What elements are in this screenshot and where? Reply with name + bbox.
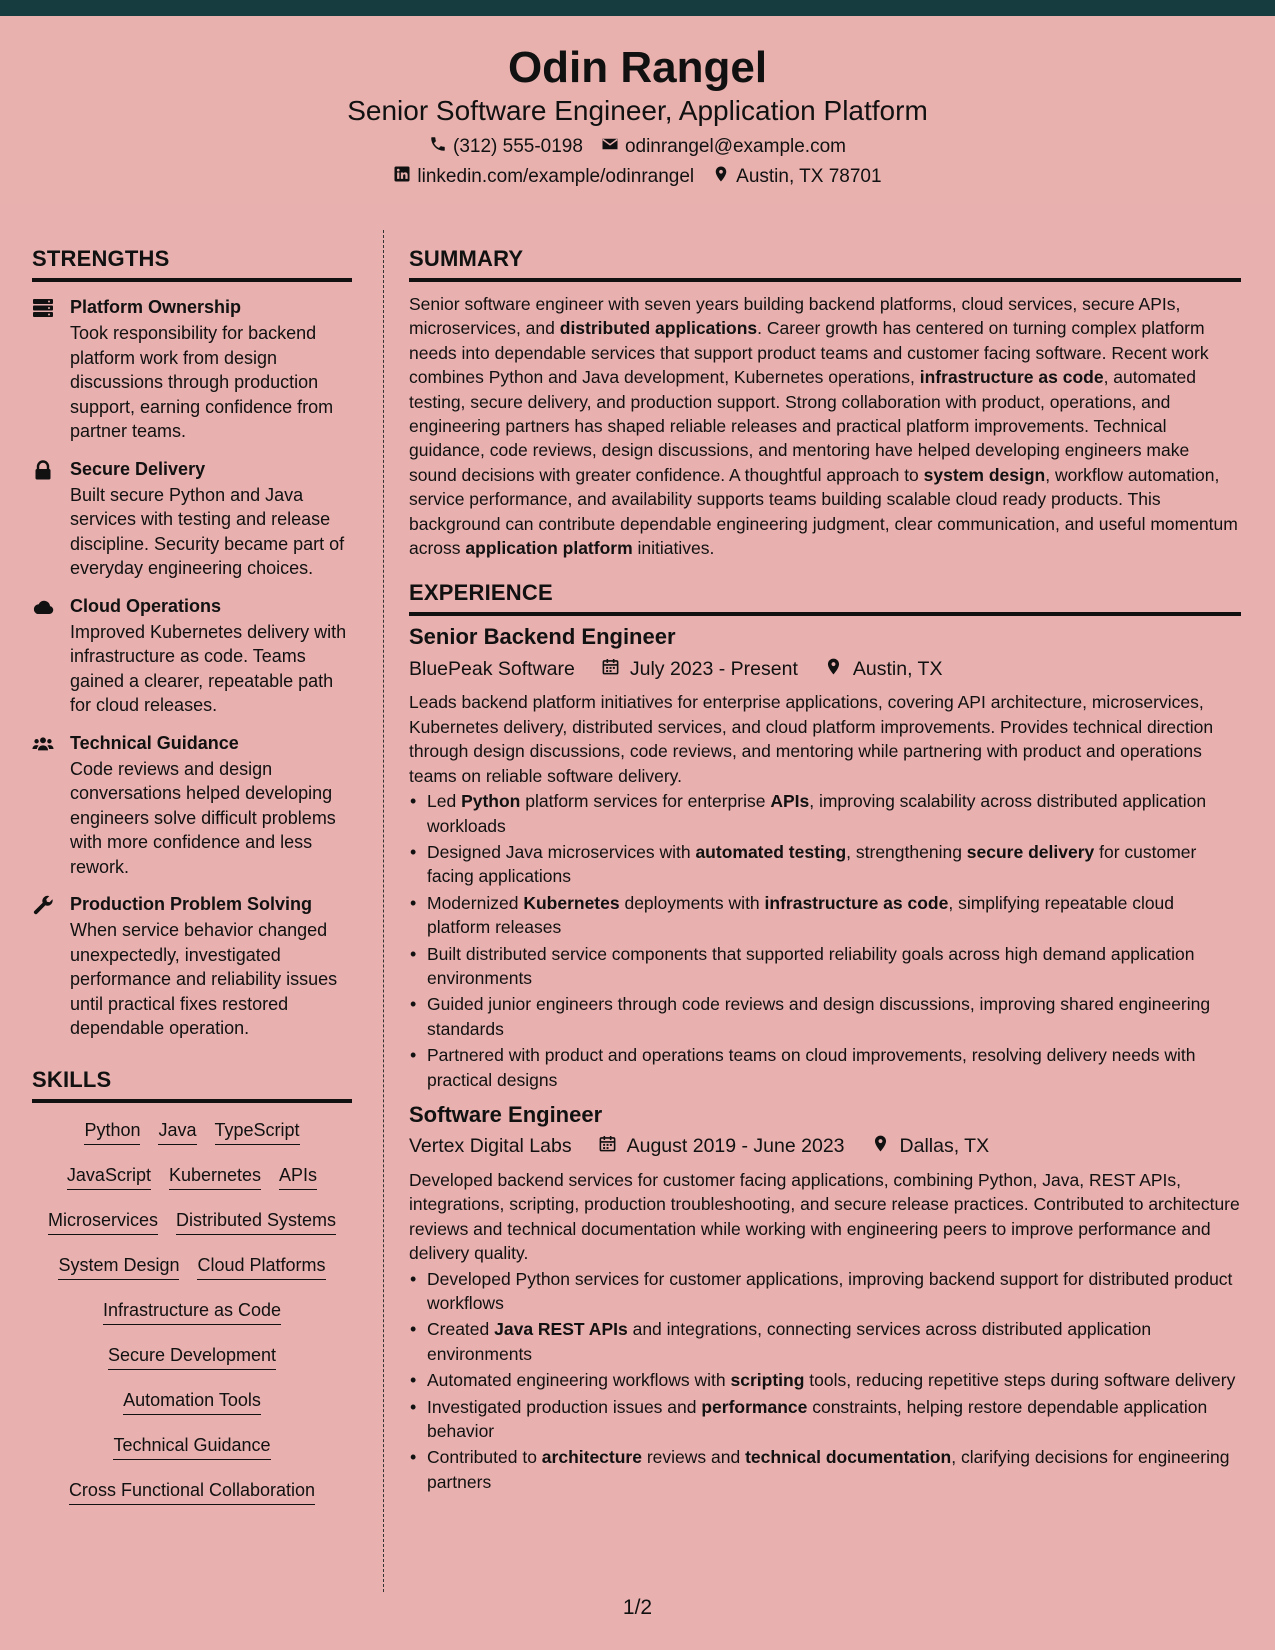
strength-title: Secure Delivery	[70, 458, 206, 479]
text-run: for customer facing applications	[427, 841, 1197, 887]
bullet-item	[409, 1317, 1241, 1366]
strength-title: Technical Guidance	[70, 732, 239, 753]
text-run: , simplifying repeatable cloud platform releases	[427, 892, 1175, 938]
skill-tag: JavaScript	[67, 1164, 151, 1190]
skill-tag: System Design	[58, 1254, 179, 1280]
strength-item	[32, 296, 352, 444]
skill-row	[32, 1385, 352, 1430]
experience-heading: EXPERIENCE	[409, 580, 1241, 616]
phone-icon	[429, 135, 447, 159]
envelope-icon	[601, 135, 619, 159]
job-description: Developed backend services for customer facing applications, combining Python, Java, REST APIs, integrations, scripting, production troubleshooting, and secure release practices. Contributed to architecture reviews and technical documentation while working with engineering peers to improve performance and delivery quality.	[409, 1169, 1240, 1264]
phone-contact[interactable]	[429, 135, 583, 159]
skill-row	[32, 1205, 352, 1250]
skill-tag: Java	[158, 1119, 196, 1145]
bold-phrase: infrastructure as code	[919, 367, 1104, 388]
company-name: BluePeak Software	[409, 657, 575, 680]
skill-tag: Infrastructure as Code	[103, 1299, 281, 1325]
bullet-item	[409, 992, 1241, 1041]
map-pin-icon	[712, 165, 730, 189]
bold-phrase: Kubernetes	[523, 892, 620, 913]
skill-row	[32, 1295, 352, 1340]
email-text: odinrangel@example.com	[624, 135, 846, 157]
phone-text: (312) 555-0198	[453, 135, 583, 157]
candidate-name: Odin Rangel	[507, 43, 768, 92]
job-bullets	[409, 1267, 1241, 1495]
bold-phrase: system design	[923, 464, 1046, 485]
column-divider	[383, 230, 384, 1592]
strength-description: Code reviews and design conversations helped developing engineers solve difficult problems with more confidence and less rework.	[70, 758, 336, 877]
bullet-item	[409, 1395, 1241, 1444]
linkedin-text: linkedin.com/example/odinrangel	[417, 165, 695, 187]
bold-phrase: performance	[701, 1396, 808, 1417]
bullet-item	[409, 1043, 1241, 1092]
job-bullets	[409, 789, 1241, 1092]
server-icon	[32, 296, 56, 444]
bold-phrase: Java REST APIs	[494, 1319, 628, 1340]
strength-item	[32, 458, 352, 581]
text-run: Built distributed service components that supported reliability goals across high demand application environments	[427, 943, 1195, 988]
skill-tag: Secure Development	[108, 1344, 276, 1370]
bold-phrase: automated testing	[695, 841, 847, 862]
skill-tag: Automation Tools	[123, 1389, 261, 1415]
job-description: Leads backend platform initiatives for enterprise applications, covering API architecture, microservices, Kubernetes delivery, distributed services, and cloud platform improvements. Provides technical direction through design discussions, code reviews, and mentoring while partnering with product and operations teams on reliable software delivery.	[409, 692, 1214, 786]
cloud-icon	[32, 595, 56, 718]
text-run: Investigated production issues and	[427, 1396, 702, 1417]
skill-tag: Python	[84, 1119, 140, 1145]
text-run: constraints, helping restore dependable application behavior	[427, 1396, 1208, 1442]
text-run: , workflow automation, service performance, and availability supports teams building scalable cloud ready products. This background can contribute dependable engineering judgment, clear communication, and useful momentum across	[409, 464, 1238, 559]
email-contact[interactable]	[601, 135, 846, 159]
skill-tag: Distributed Systems	[176, 1209, 336, 1235]
skill-row	[32, 1160, 352, 1205]
text-run: initiatives.	[632, 538, 715, 559]
map-pin-icon	[871, 1134, 890, 1159]
text-run: and integrations, connecting services across distributed application environments	[427, 1319, 1152, 1364]
left-column	[32, 246, 352, 1520]
strength-item	[32, 595, 352, 718]
linkedin-contact[interactable]	[393, 165, 694, 189]
bullet-item	[409, 942, 1241, 991]
bullet-item	[409, 840, 1241, 889]
bold-phrase: application platform	[465, 538, 633, 559]
job-dates: August 2019 - June 2023	[626, 1135, 845, 1158]
bullet-item	[409, 789, 1241, 838]
skill-row	[32, 1430, 352, 1475]
location-text: Austin, TX 78701	[736, 165, 882, 187]
text-run: Created	[427, 1319, 495, 1340]
text-run: , improving scalability across distributed application workloads	[427, 791, 1207, 836]
bold-phrase: technical documentation	[745, 1447, 952, 1468]
job-dates: July 2023 - Present	[629, 657, 798, 680]
job-title: Senior Backend Engineer	[409, 624, 676, 650]
strength-title: Production Problem Solving	[70, 894, 313, 914]
map-pin-icon	[824, 657, 843, 682]
strength-description: Built secure Python and Java services with testing and release discipline. Security became part of everyday engineering choices.	[70, 484, 345, 578]
bullet-item	[409, 1368, 1241, 1392]
bold-phrase: secure delivery	[966, 841, 1095, 862]
text-run: , strengthening	[846, 841, 967, 862]
users-icon	[32, 732, 56, 880]
skill-tag: TypeScript	[215, 1119, 300, 1145]
skill-tag: Technical Guidance	[113, 1434, 270, 1460]
calendar-icon	[601, 657, 620, 682]
job-location: Dallas, TX	[899, 1135, 990, 1158]
job-entry	[409, 1102, 1241, 1494]
contact-line-2	[0, 166, 1275, 188]
text-run: Led	[427, 791, 462, 812]
company-name: Vertex Digital Labs	[409, 1135, 572, 1158]
skill-row	[32, 1475, 352, 1520]
skill-row	[32, 1340, 352, 1385]
summary-text	[409, 292, 1241, 560]
skill-tag: Microservices	[48, 1209, 158, 1235]
text-run: . Career growth has centered on turning complex platform needs into dependable services that support product teams and customer facing software. Recent work combines Python and Java development, Kubernetes operations,	[409, 318, 1209, 388]
contact-line-1	[0, 136, 1275, 158]
linkedin-icon	[393, 165, 411, 189]
bold-phrase: distributed applications	[559, 318, 758, 339]
bullet-item	[409, 1267, 1241, 1316]
top-accent-bar	[0, 0, 1275, 16]
skill-tag: Cloud Platforms	[197, 1254, 325, 1280]
job-meta	[409, 656, 1241, 682]
skills-list	[32, 1115, 352, 1520]
job-entry	[409, 624, 1241, 1092]
bullet-item	[409, 891, 1241, 940]
skill-tag: Kubernetes	[169, 1164, 261, 1190]
candidate-title: Senior Software Engineer, Application Platform	[347, 95, 928, 127]
text-run: Partnered with product and operations teams on cloud improvements, resolving delivery needs with practical designs	[427, 1045, 1196, 1090]
resume-header	[0, 16, 1275, 204]
page-number: 1/2	[622, 1596, 653, 1619]
text-run: Automated engineering workflows with	[427, 1370, 731, 1391]
text-run: , automated testing, secure delivery, and production support. Strong collaboration with product, operations, and engineering partners has shaped reliable releases and practical platform improvements. Technical guidance, code reviews, design discussions, and mentoring have helped developing engineers make sound decisions with greater confidence. A thoughtful approach to	[409, 367, 1196, 485]
skill-row	[32, 1115, 352, 1160]
lock-icon	[32, 458, 56, 581]
text-run: , clarifying decisions for engineering partners	[427, 1447, 1230, 1492]
text-run: Guided junior engineers through code reviews and design discussions, improving shared engineering standards	[427, 994, 1211, 1039]
text-run: platform services for enterprise	[520, 791, 771, 812]
bold-phrase: infrastructure as code	[764, 892, 949, 913]
job-title: Software Engineer	[409, 1101, 603, 1127]
text-run: Modernized	[427, 892, 524, 913]
strengths-heading: STRENGTHS	[32, 246, 352, 282]
job-location: Austin, TX	[852, 657, 943, 680]
strength-title: Cloud Operations	[70, 595, 222, 616]
skills-heading: SKILLS	[32, 1067, 352, 1103]
strength-description: When service behavior changed unexpectedly, investigated performance and reliability issues until practical fixes restored dependable operation.	[70, 920, 338, 1038]
strength-description: Improved Kubernetes delivery with infrastructure as code. Teams gained a clearer, repeatable path for cloud releases.	[70, 621, 347, 715]
text-run: tools, reducing repetitive steps during software delivery	[804, 1370, 1236, 1391]
right-column	[409, 246, 1241, 1496]
text-run: Designed Java microservices with	[427, 841, 696, 862]
summary-heading: SUMMARY	[409, 246, 1241, 282]
bold-phrase: scripting	[730, 1370, 805, 1391]
skill-tag: APIs	[279, 1164, 317, 1190]
text-run: Senior software engineer with seven years building backend platforms, cloud services, secure APIs, microservices, and	[409, 294, 1181, 339]
strength-item	[32, 732, 352, 880]
strength-description: Took responsibility for backend platform work from design discussions through production support, earning confidence from partner teams.	[70, 323, 334, 441]
bullet-item	[409, 1445, 1241, 1494]
skill-tag: Cross Functional Collaboration	[69, 1479, 315, 1505]
location-contact	[712, 165, 881, 189]
bold-phrase: Python	[461, 791, 521, 812]
text-run: reviews and	[641, 1447, 746, 1468]
bold-phrase: APIs	[770, 791, 810, 812]
strength-item	[32, 893, 352, 1041]
job-meta	[409, 1134, 1241, 1160]
text-run: Contributed to	[427, 1447, 542, 1468]
skill-row	[32, 1250, 352, 1295]
wrench-icon	[32, 893, 56, 1041]
strength-title: Platform Ownership	[70, 297, 242, 317]
calendar-icon	[598, 1134, 617, 1159]
bold-phrase: architecture	[541, 1447, 642, 1468]
text-run: Developed Python services for customer applications, improving backend support for distributed product workflows	[427, 1268, 1233, 1313]
text-run: deployments with	[619, 892, 765, 913]
